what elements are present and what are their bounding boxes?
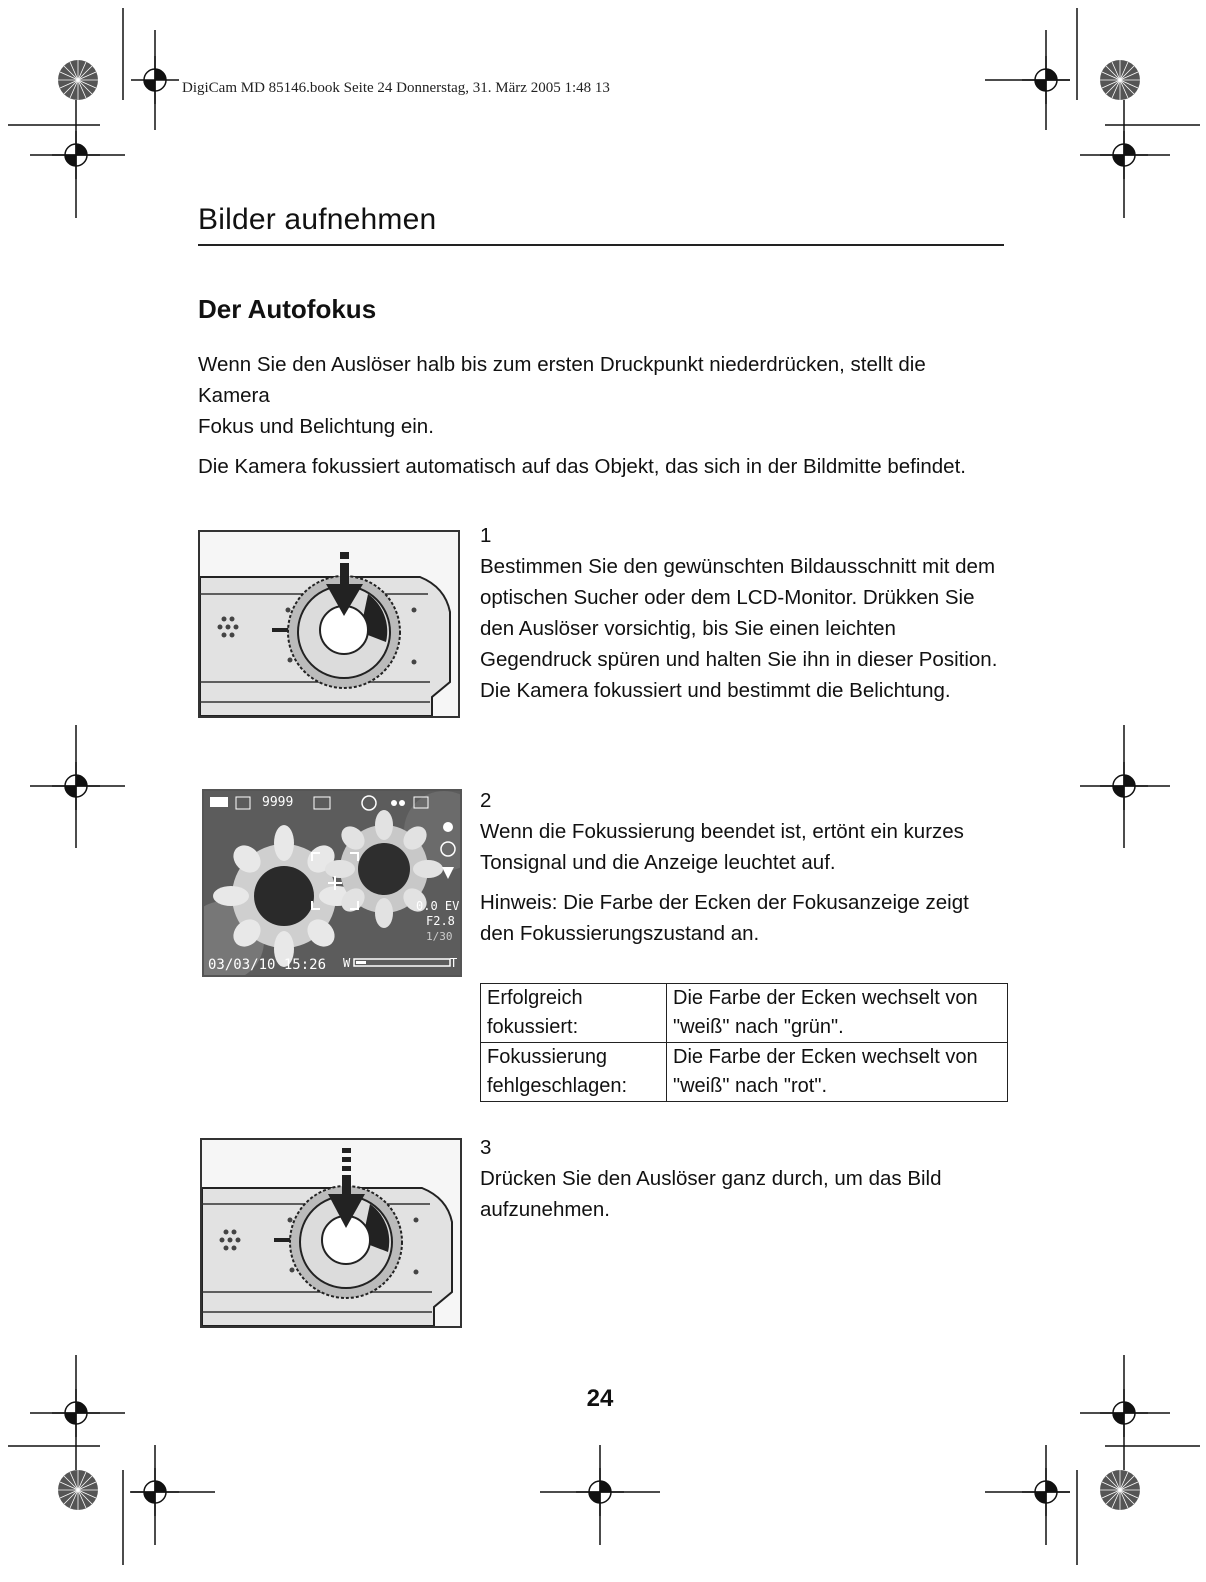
- title-divider: [198, 244, 1004, 246]
- lcd-preview-figure: [202, 789, 462, 977]
- color-bar-icon: [58, 1470, 98, 1510]
- table-cell-state: Fokussierung fehlgeschlagen:: [481, 1043, 667, 1102]
- table-cell-result: Die Farbe der Ecken wechselt von "weiß" nach "grün".: [667, 984, 1008, 1043]
- table-cell-result: Die Farbe der Ecken wechselt von "weiß" nach "rot".: [667, 1043, 1008, 1102]
- step-hint: Hinweis: Die Farbe der Ecken der Fokusanzeige zeigt den Fokussierungszustand an.: [480, 891, 969, 945]
- page-number: 24: [586, 1385, 614, 1412]
- focus-status-table: [480, 983, 1008, 1102]
- color-bar-icon: [1100, 60, 1140, 100]
- camera-fullpress-figure: [200, 1138, 462, 1328]
- step-1: [480, 520, 1010, 706]
- color-bar-icon: [58, 60, 98, 100]
- step-2: [480, 785, 1010, 949]
- lcd-ev: 0.0 EV: [416, 899, 460, 913]
- step-text: Drücken Sie den Auslöser ganz durch, um das Bild aufzunehmen.: [480, 1167, 942, 1221]
- print-header: DigiCam MD 85146.book Seite 24 Donnerstag, 31. März 2005 1:48 13: [182, 80, 610, 96]
- step-text: Bestimmen Sie den gewünschten Bildausschnitt mit dem optischen Sucher oder dem LCD-Monitor. Drükken Sie den Auslöser vorsichtig, bis Sie einen leichten Gegendruck spüren und halten Sie ihn in dieser Position. Die Kamera fokussiert und bestimmt die Belichtung.: [480, 555, 998, 702]
- camera-top-icon: [200, 532, 458, 716]
- subtitle: Der Autofokus: [198, 294, 377, 324]
- lcd-shutter: 1/30: [426, 930, 453, 943]
- camera-halfpress-figure: [198, 530, 460, 718]
- table-row: [481, 984, 1008, 1043]
- section-title: Bilder aufnehmen: [198, 203, 437, 236]
- sunflower-image: [204, 791, 460, 975]
- camera-top-icon: [202, 1140, 460, 1326]
- intro-paragraph-1: Wenn Sie den Auslöser halb bis zum ersten Druckpunkt niederdrücken, stellt die Kamera Fokus und Belichtung ein.: [198, 353, 926, 438]
- lcd-zoom-tele: T: [450, 956, 458, 970]
- step-3: [480, 1132, 1010, 1225]
- step-number: 2: [480, 789, 492, 812]
- step-text: Wenn die Fokussierung beendet ist, ertönt ein kurzes Tonsignal und die Anzeige leuchtet auf.: [480, 820, 964, 874]
- lcd-aperture: F2.8: [426, 914, 455, 928]
- color-bar-icon: [1100, 1470, 1140, 1510]
- lcd-zoom-wide: W: [343, 956, 351, 970]
- table-row: [481, 1043, 1008, 1102]
- step-number: 1: [480, 524, 492, 547]
- focus-status-table-wrap: [480, 983, 1008, 1102]
- intro-paragraph-2: Die Kamera fokussiert automatisch auf das Objekt, das sich in der Bildmitte befindet.: [198, 455, 966, 478]
- lcd-datetime: 03/03/10 15:26: [208, 957, 327, 973]
- lcd-shot-counter: 9999: [262, 795, 294, 810]
- step-number: 3: [480, 1136, 492, 1159]
- table-cell-state: Erfolgreich fokussiert:: [481, 984, 667, 1043]
